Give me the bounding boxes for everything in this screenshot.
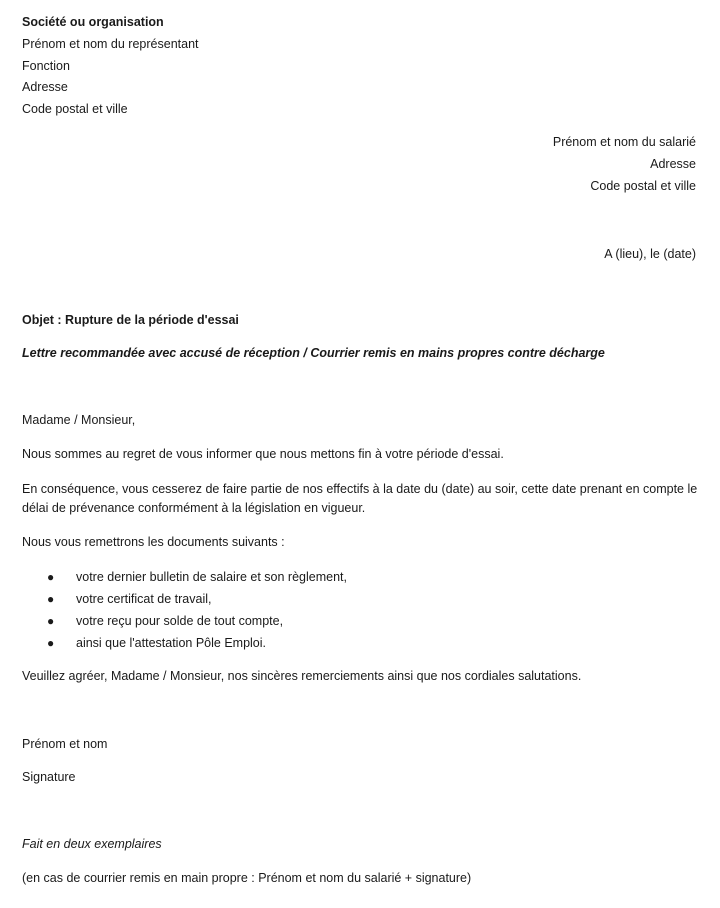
- paragraph-documents-intro: Nous vous remettrons les documents suivants :: [22, 535, 285, 549]
- delivery-mode: Lettre recommandée avec accusé de réception / Courrier remis en mains propres contre décharge: [22, 346, 605, 360]
- bullet-icon: ●: [47, 592, 55, 606]
- document-item-label: ainsi que l'attestation Pôle Emploi.: [76, 636, 266, 650]
- paragraph-consequence: En conséquence, vous cesserez de faire partie de nos effectifs à la date du (date) au soir, cette date prenant en compte le délai de prévenance conformément à la législation en vigueur.: [22, 482, 698, 515]
- duplicate-note: Fait en deux exemplaires: [22, 837, 162, 851]
- bullet-icon: ●: [47, 614, 55, 628]
- documents-list: [22, 566, 662, 654]
- document-item-label: votre certificat de travail,: [76, 592, 212, 606]
- recipient-postal-city: Code postal et ville: [590, 179, 696, 193]
- document-item-label: votre reçu pour solde de tout compte,: [76, 614, 284, 628]
- signatory-name: Prénom et nom: [22, 737, 108, 751]
- place-date: A (lieu), le (date): [604, 247, 696, 261]
- hand-delivery-note: (en cas de courrier remis en main propre : Prénom et nom du salarié + signature): [22, 871, 472, 885]
- bullet-icon: ●: [47, 636, 55, 650]
- salutation: Madame / Monsieur,: [22, 413, 136, 427]
- paragraph-termination: Nous sommes au regret de vous informer que nous mettons fin à votre période d'essai.: [22, 447, 504, 461]
- list-item: [22, 588, 662, 610]
- recipient-name: Prénom et nom du salarié: [552, 135, 696, 149]
- list-item: [22, 566, 662, 588]
- sender-representative: Prénom et nom du représentant: [22, 37, 199, 51]
- recipient-address: Adresse: [650, 157, 696, 171]
- list-item: [22, 632, 662, 654]
- signatory-signature: Signature: [22, 770, 76, 784]
- sender-organization: Société ou organisation: [22, 15, 164, 29]
- closing-formula: Veuillez agréer, Madame / Monsieur, nos sincères remerciements ainsi que nos cordiales salutations.: [22, 669, 582, 683]
- subject-line: Objet : Rupture de la période d'essai: [22, 313, 239, 327]
- sender-function: Fonction: [22, 59, 70, 73]
- bullet-icon: ●: [47, 570, 55, 584]
- sender-postal-city: Code postal et ville: [22, 102, 128, 116]
- list-item: [22, 610, 662, 632]
- sender-address: Adresse: [22, 80, 68, 94]
- document-item-label: votre dernier bulletin de salaire et son règlement,: [76, 570, 347, 584]
